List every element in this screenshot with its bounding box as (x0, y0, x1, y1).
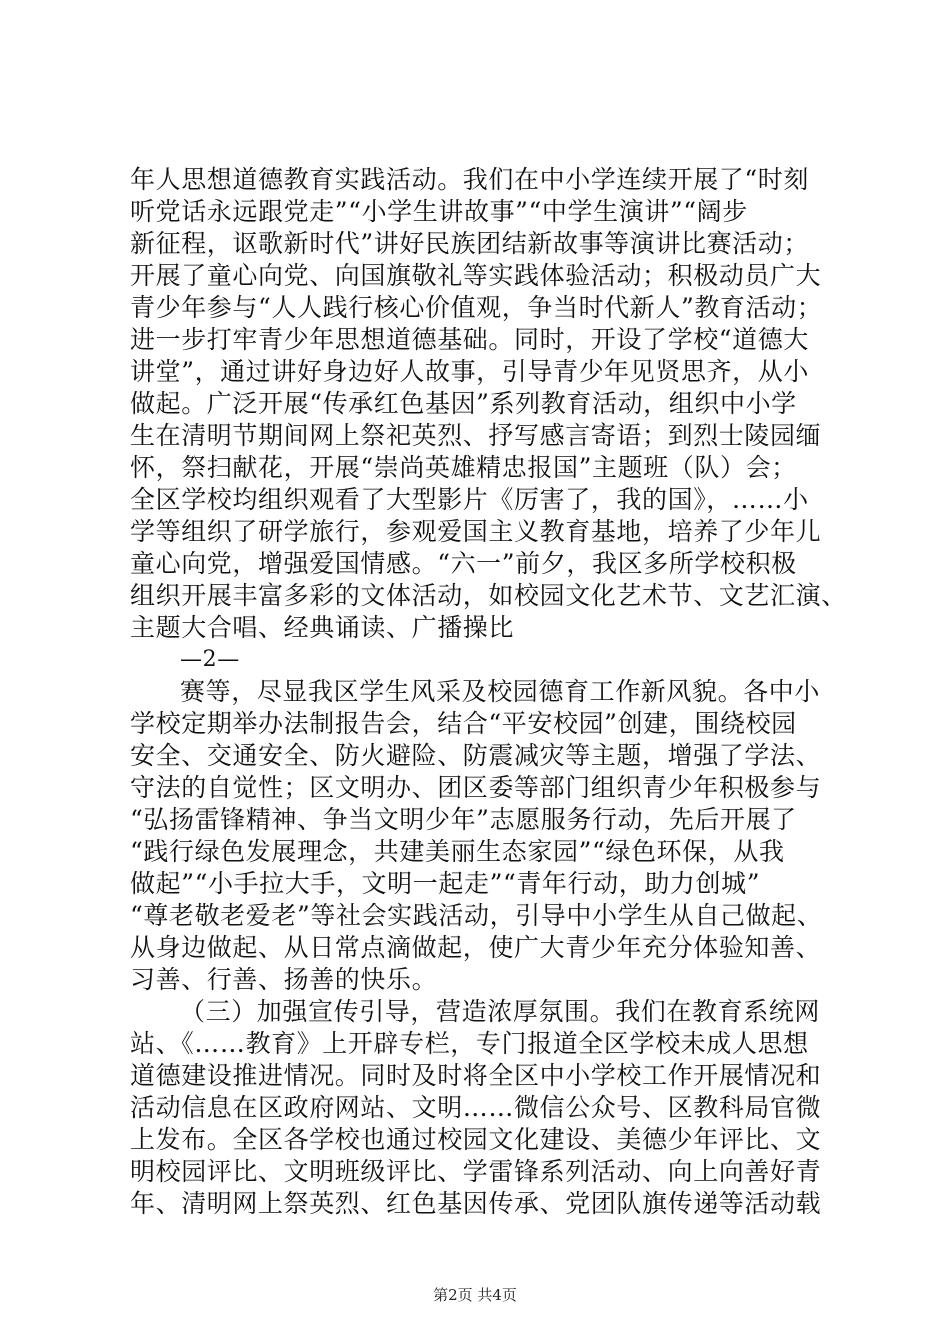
text-line: 守法的自觉性；区文明办、团区委等部门组织青少年积极参与 (130, 773, 822, 802)
text-line: 青少年参与“人人践行核心价值观，争当时代新人”教育活动； (130, 293, 823, 322)
text-line: 站、《……教育》上开辟专栏，专门报道全区学校未成人思想 (130, 1029, 809, 1058)
text-line: 进一步打牢青少年思想道德基础。同时，开设了学校“道德大 (130, 325, 809, 354)
text-line: 做起。广泛开展“传承红色基因”系列教育活动，组织中小学 (130, 389, 797, 418)
text-line: 道德建设推进情况。同时及时将全区中小学校工作开展情况和 (130, 1061, 822, 1090)
text-line: 学校定期举办法制报告会，结合“平安校园”创建，围绕校园 (130, 709, 797, 738)
text-line: 从身边做起、从日常点滴做起，使广大青少年充分体验知善、 (130, 933, 822, 962)
text-line: “尊老敬老爱老”等社会实践活动，引导中小学生从自己做起、 (130, 901, 823, 930)
text-line: 生在清明节期间网上祭祀英烈、抒写感言寄语；到烈士陵园缅 (130, 421, 822, 450)
text-line: 怀，祭扫献花，开展“崇尚英雄精忠报国”主题班（队）会； (130, 453, 797, 482)
text-line: 主题大合唱、经典诵读、广播操比 (130, 613, 515, 642)
text-line: 童心向党，增强爱国情感。“六一”前夕，我区多所学校积极 (130, 549, 797, 578)
text-line: 新征程，讴歌新时代”讲好民族团结新故事等演讲比赛活动； (130, 229, 809, 258)
text-line: “践行绿色发展理念，共建美丽生态家园”“绿色环保，从我 (130, 837, 785, 866)
text-line: 赛等，尽显我区学生风采及校园德育工作新风貌。各中小 (180, 677, 821, 706)
text-line: 讲堂”，通过讲好身边好人故事，引导青少年见贤思齐，从小 (130, 357, 809, 386)
text-line: 开展了童心向党、向国旗敬礼等实践体验活动；积极动员广大 (130, 261, 822, 290)
text-line: 上发布。全区各学校也通过校园文化建设、美德少年评比、文 (130, 1125, 822, 1154)
text-line: 明校园评比、文明班级评比、学雷锋系列活动、向上向善好青 (130, 1157, 822, 1186)
text-line: 安全、交通安全、防火避险、防震减灾等主题，增强了学法、 (130, 741, 822, 770)
text-line: 年人思想道德教育实践活动。我们在中小学连续开展了“时刻 (130, 165, 809, 194)
text-line: （三）加强宣传引导，营造浓厚氛围。我们在教育系统网 (180, 997, 821, 1026)
page-footer: 第2页 共4页 (433, 1286, 517, 1304)
text-line: 全区学校均组织观看了大型影片《厉害了，我的国》，……小 (130, 485, 809, 514)
inline-page-number: —2— (180, 647, 240, 672)
document-body (130, 164, 847, 1220)
text-line: 学等组织了研学旅行，参观爱国主义教育基地，培养了少年儿 (130, 517, 822, 546)
text-line: “弘扬雷锋精神、争当文明少年”志愿服务行动，先后开展了 (130, 805, 797, 834)
text-line: 听党话永远跟党走”“小学生讲故事”“中学生演讲”“阔步 (130, 197, 748, 226)
text-line: 活动信息在区政府网站、文明……微信公众号、区教科局官微 (130, 1093, 822, 1122)
text-line: 年、清明网上祭英烈、红色基因传承、党团队旗传递等活动载 (130, 1189, 822, 1218)
text-line: 组织开展丰富多彩的文体活动，如校园文化艺术节、文艺汇演、 (130, 581, 847, 610)
text-line: 习善、行善、扬善的快乐。 (130, 965, 438, 994)
text-line: 做起”“小手拉大手，文明一起走”“青年行动，助力创城” (130, 869, 761, 898)
